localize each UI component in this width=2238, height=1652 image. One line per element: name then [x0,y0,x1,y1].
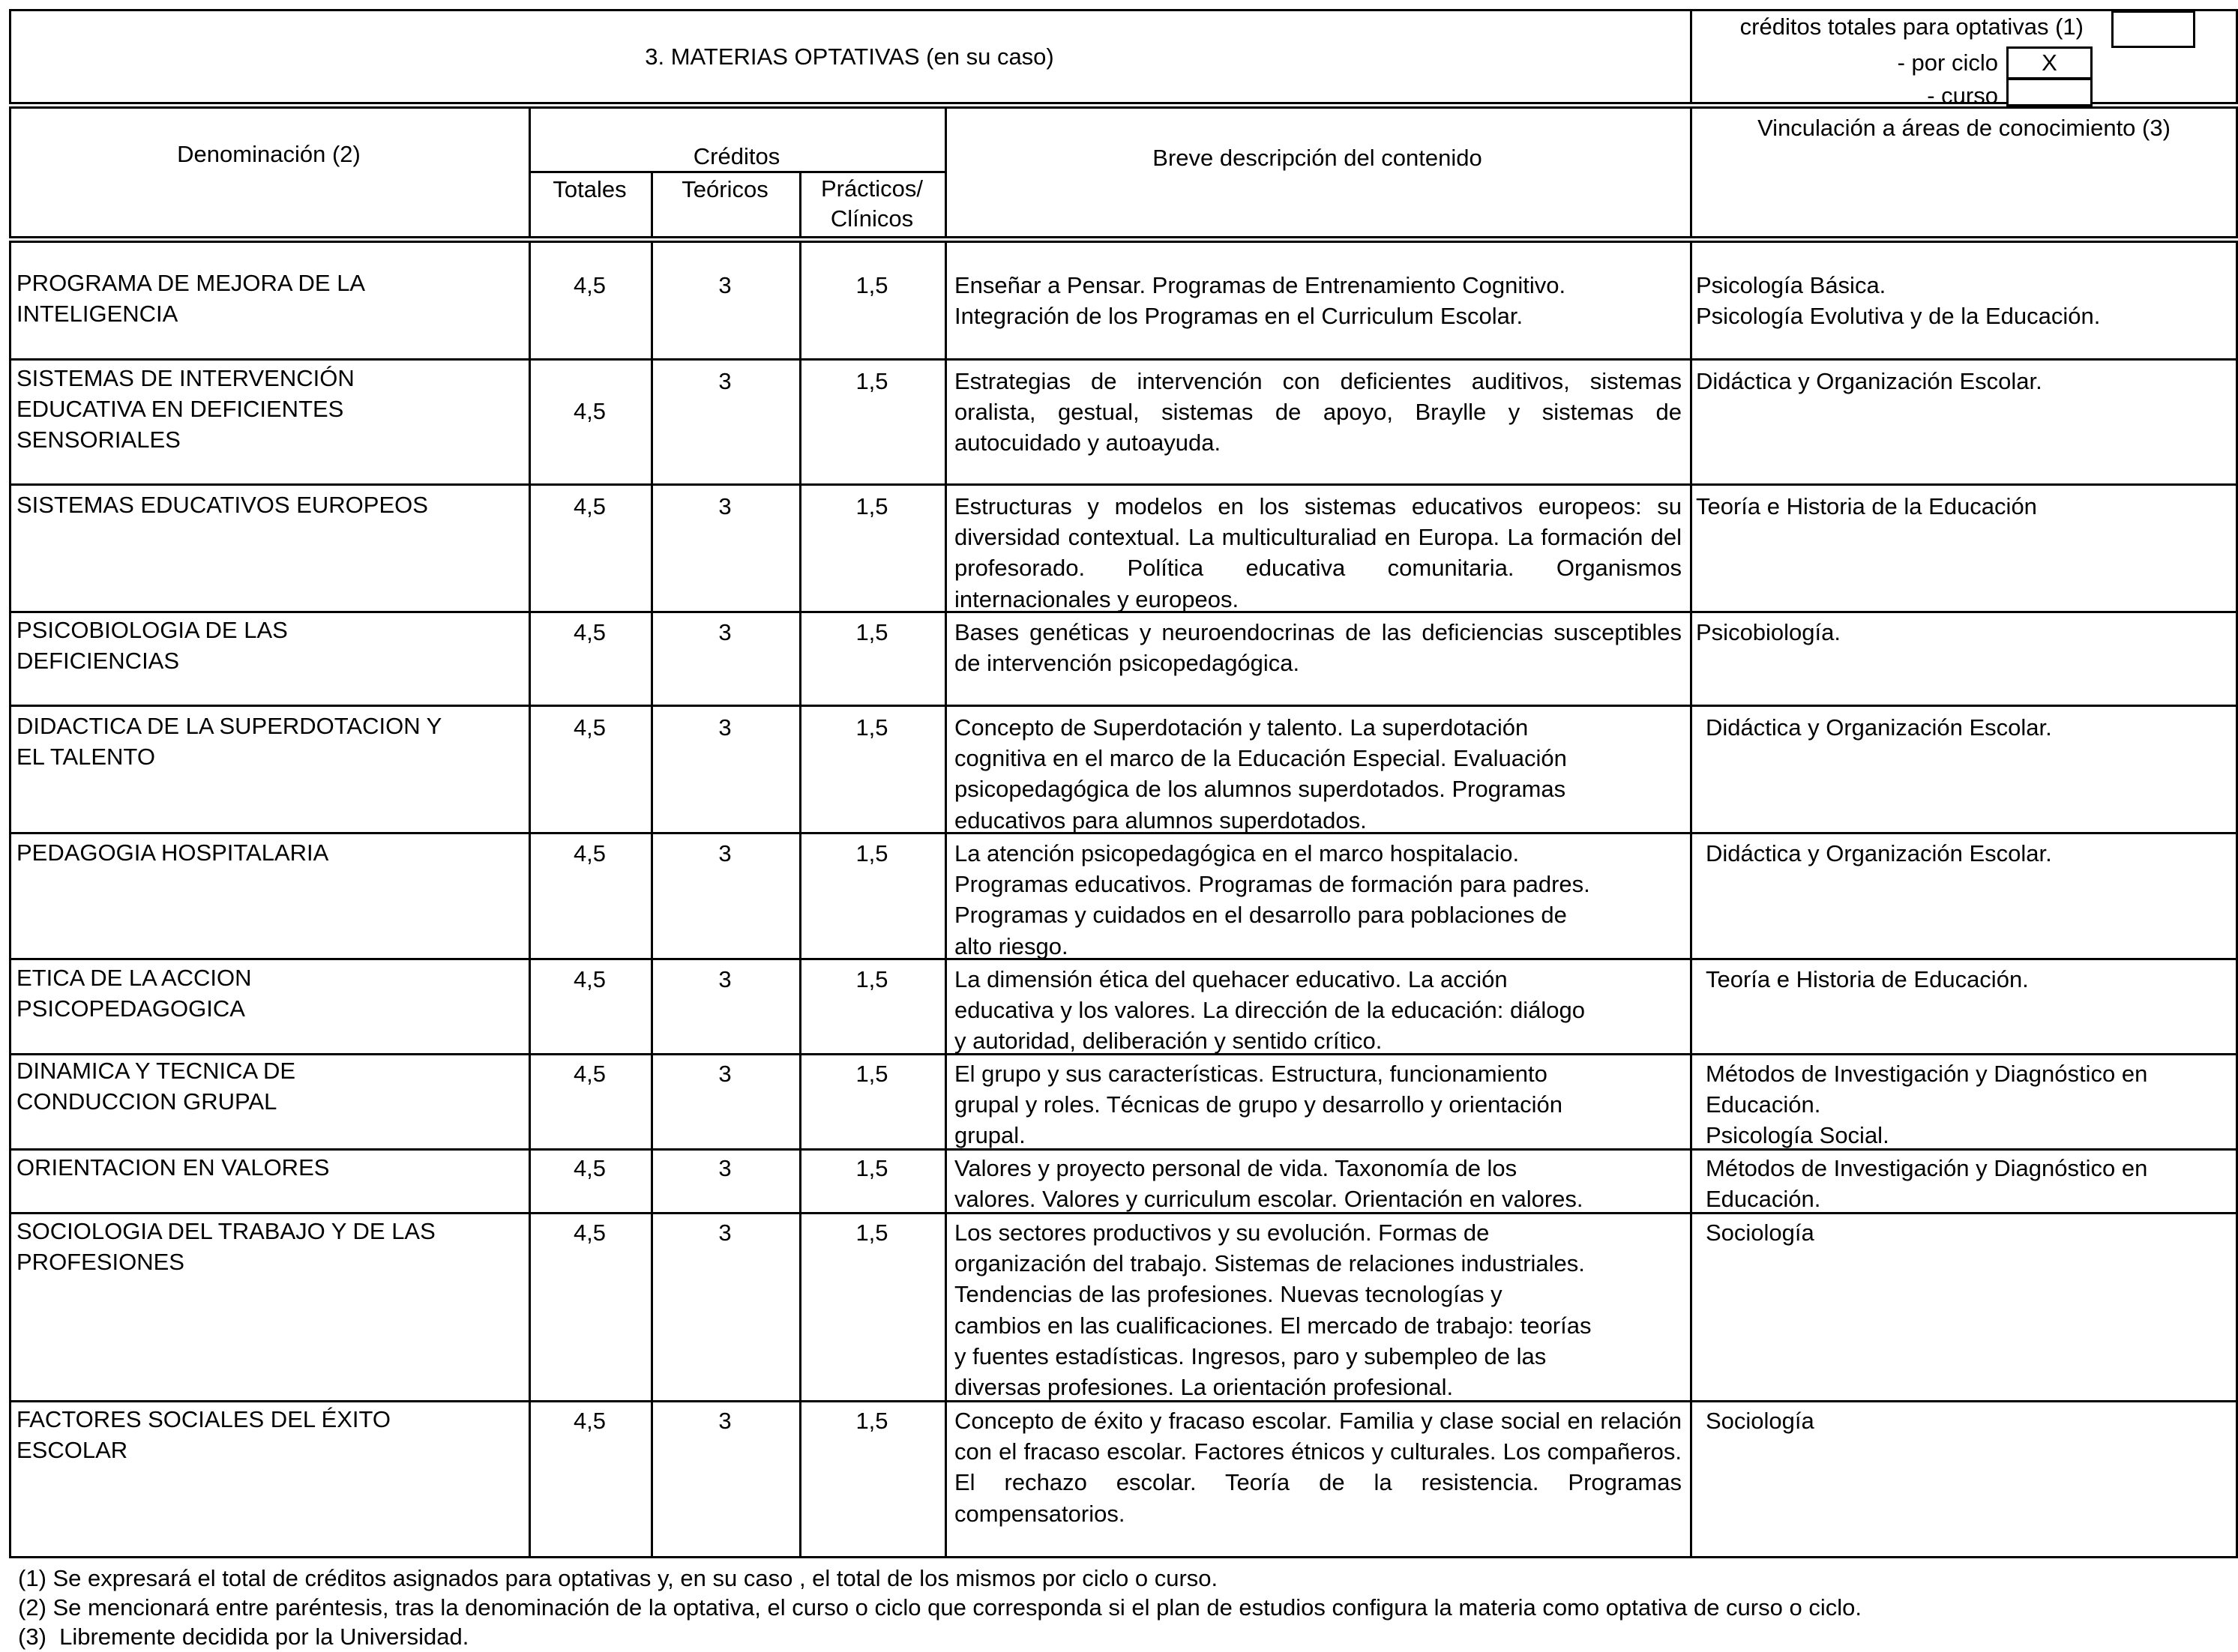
subject-name: PROGRAMA DE MEJORA DE LA INTELIGENCIA [16,270,366,328]
credits-teoricos: 3 [718,840,732,866]
col-divider [529,241,531,1558]
col-divider [799,241,801,1558]
credits-totales: 4,5 [573,398,607,424]
credits-totales: 4,5 [573,1061,607,1087]
subject-name: ETICA DE LA ACCION PSICOPEDAGOGICA [16,965,252,1022]
credits-practicos: 1,5 [855,1061,888,1087]
col-header-teoricos: Teóricos [682,176,768,202]
col-header-descripcion: Breve descripción del contenido [1152,145,1482,171]
credits-teoricos: 3 [718,272,732,298]
subject-description: La dimensión ética del quehacer educativo. La acción educativa y los valores. La dirección de la educación: diálogo y autoridad, deliberación y sentido crítico. [954,966,1585,1055]
credits-teoricos: 3 [718,1155,732,1181]
subject-name: PSICOBIOLOGIA DE LAS DEFICIENCIAS [16,617,288,675]
credits-totales: 4,5 [573,619,607,645]
subject-name: SISTEMAS EDUCATIVOS EUROPEOS [16,492,428,518]
subject-description: Valores y proyecto personal de vida. Taxonomía de los valores. Valores y curriculum escolar. Orientación en valores. [954,1155,1583,1213]
credits-practicos: 1,5 [855,714,888,741]
row-divider [9,705,2238,707]
row-divider [9,358,2238,361]
col-header-denominacion: Denominación (2) [177,141,361,167]
credits-teoricos: 3 [718,966,732,992]
credits-practicos: 1,5 [855,493,888,519]
per-course-label: - curso [1927,82,1998,109]
per-cycle-label: - por ciclo [1897,49,1998,76]
credits-teoricos: 3 [718,1220,732,1246]
subject-description: Estructuras y modelos en los sistemas educativos europeos: su diversidad contextual. La multiculturaliad en Europa. La formación del profesorado. Política educativa comunitaria. Organismos internacionales y europeos. [954,493,1682,612]
credits-totales: 4,5 [573,1220,607,1246]
subject-name: SOCIOLOGIA DEL TRABAJO Y DE LAS PROFESIONES [16,1218,436,1276]
col-header-creditos: Créditos [693,143,780,169]
credits-total-label: créditos totales para optativas (1) [1739,13,2084,40]
header-divider [1690,9,1692,104]
col-divider [651,241,653,1558]
subject-description: Concepto de éxito y fracaso escolar. Familia y clase social en relación con el fracaso escolar. Factores étnicos y culturales. Los compañeros. El rechazo escolar. Teoría de la resistencia. Programas compensatorios. [954,1408,1682,1527]
knowledge-area: Métodos de Investigación y Diagnóstico en Educación. Psicología Social. [1706,1061,2148,1149]
credits-teoricos: 3 [718,368,732,394]
credits-teoricos: 3 [718,1061,732,1087]
credits-practicos: 1,5 [855,619,888,645]
subject-name: DIDACTICA DE LA SUPERDOTACION Y EL TALENTO [16,713,442,771]
credits-totales: 4,5 [573,1408,607,1434]
per-cycle-field[interactable] [2006,46,2093,79]
credits-practicos: 1,5 [855,966,888,992]
credits-totales: 4,5 [573,493,607,519]
subject-name: PEDAGOGIA HOSPITALARIA [16,839,329,866]
credits-teoricos: 3 [718,714,732,741]
footnote: (3) Libremente decidida por la Universidad. [18,1624,469,1650]
knowledge-area: Didáctica y Organización Escolar. [1696,368,2042,394]
subject-description: Enseñar a Pensar. Programas de Entrenamiento Cognitivo. Integración de los Programas en el Curriculum Escolar. [954,272,1566,330]
credits-teoricos: 3 [718,493,732,519]
subject-description: Bases genéticas y neuroendocrinas de las deficiencias susceptibles de intervención psicopedagógica. [954,619,1682,677]
credits-practicos: 1,5 [855,840,888,866]
knowledge-area: Psicobiología. [1696,619,1841,645]
col-header-vinculacion: Vinculación a áreas de conocimiento (3) [1757,115,2171,141]
credits-teoricos: 3 [718,619,732,645]
knowledge-area: Teoría e Historia de Educación. [1706,966,2029,992]
knowledge-area: Didáctica y Organización Escolar. [1706,840,2052,866]
credits-totales: 4,5 [573,272,607,298]
footnote: (1) Se expresará el total de créditos asignados para optativas y, en su caso , el total de los mismos por ciclo o curso. [18,1565,1218,1591]
knowledge-area: Sociología [1706,1220,1814,1246]
subject-description: Los sectores productivos y su evolución. Formas de organización del trabajo. Sistemas de relaciones industriales. Tendencias de las profesiones. Nuevas tecnologías y cambios en las cualificaciones. El mercado de trabajo: teorías y fuentes estadísticas. Ingresos, paro y subempleo de las diversas profesiones. La orientación profesional. [954,1220,1592,1401]
col-header-practicos: Prácticos/ Clínicos [820,175,924,232]
subject-description: El grupo y sus características. Estructura, funcionamiento grupal y roles. Técnicas de grupo y desarrollo y orientación grupal. [954,1061,1563,1149]
footnote: (2) Se mencionará entre paréntesis, tras la denominación de la optativa, el curso o ciclo que corresponda si el plan de estudios configura la materia como optativa de curso o ciclo. [18,1594,1862,1621]
credits-teoricos: 3 [718,1408,732,1434]
credits-practicos: 1,5 [855,1220,888,1246]
credits-total-field[interactable] [2111,10,2195,48]
credits-practicos: 1,5 [855,1408,888,1434]
col-divider [1690,241,1692,1558]
page-title: 3. MATERIAS OPTATIVAS (en su caso) [645,43,1054,70]
credits-totales: 4,5 [573,840,607,866]
subject-name: SISTEMAS DE INTERVENCIÓN EDUCATIVA EN DEFICIENTES SENSORIALES [16,365,355,453]
credits-totales: 4,5 [573,714,607,741]
row-divider [9,483,2238,486]
subject-description: Concepto de Superdotación y talento. La superdotación cognitiva en el marco de la Educación Especial. Evaluación psicopedagógica de los alumnos superdotados. Programas educativos para alumnos superdotados. [954,714,1567,833]
subject-description: Estrategias de intervención con deficientes auditivos, sistemas oralista, gestual, sistemas de apoyo, Braylle y sistemas de autocuidado y autoayuda. [954,368,1682,456]
knowledge-area: Teoría e Historia de la Educación [1696,493,2037,519]
credits-practicos: 1,5 [855,368,888,394]
subject-name: FACTORES SOCIALES DEL ÉXITO ESCOLAR [16,1406,391,1464]
per-course-field[interactable] [2006,78,2093,106]
credits-totales: 4,5 [573,1155,607,1181]
knowledge-area: Sociología [1706,1408,1814,1434]
subject-description: La atención psicopedagógica en el marco hospitalacio. Programas educativos. Programas de formación para padres. Programas y cuidados en el desarrollo para poblaciones de alto riesgo. [954,840,1590,959]
credits-practicos: 1,5 [855,1155,888,1181]
subject-name: ORIENTACION EN VALORES [16,1154,330,1181]
subject-name: DINAMICA Y TECNICA DE CONDUCCION GRUPAL [16,1058,296,1115]
knowledge-area: Psicología Básica. Psicología Evolutiva y de la Educación. [1696,272,2101,330]
credits-totales: 4,5 [573,966,607,992]
knowledge-area: Didáctica y Organización Escolar. [1706,714,2052,741]
knowledge-area: Métodos de Investigación y Diagnóstico en Educación. [1706,1155,2148,1213]
col-header-totales: Totales [553,176,627,202]
col-divider [945,241,947,1558]
per-cycle-value: X [2042,49,2057,76]
credits-practicos: 1,5 [855,272,888,298]
